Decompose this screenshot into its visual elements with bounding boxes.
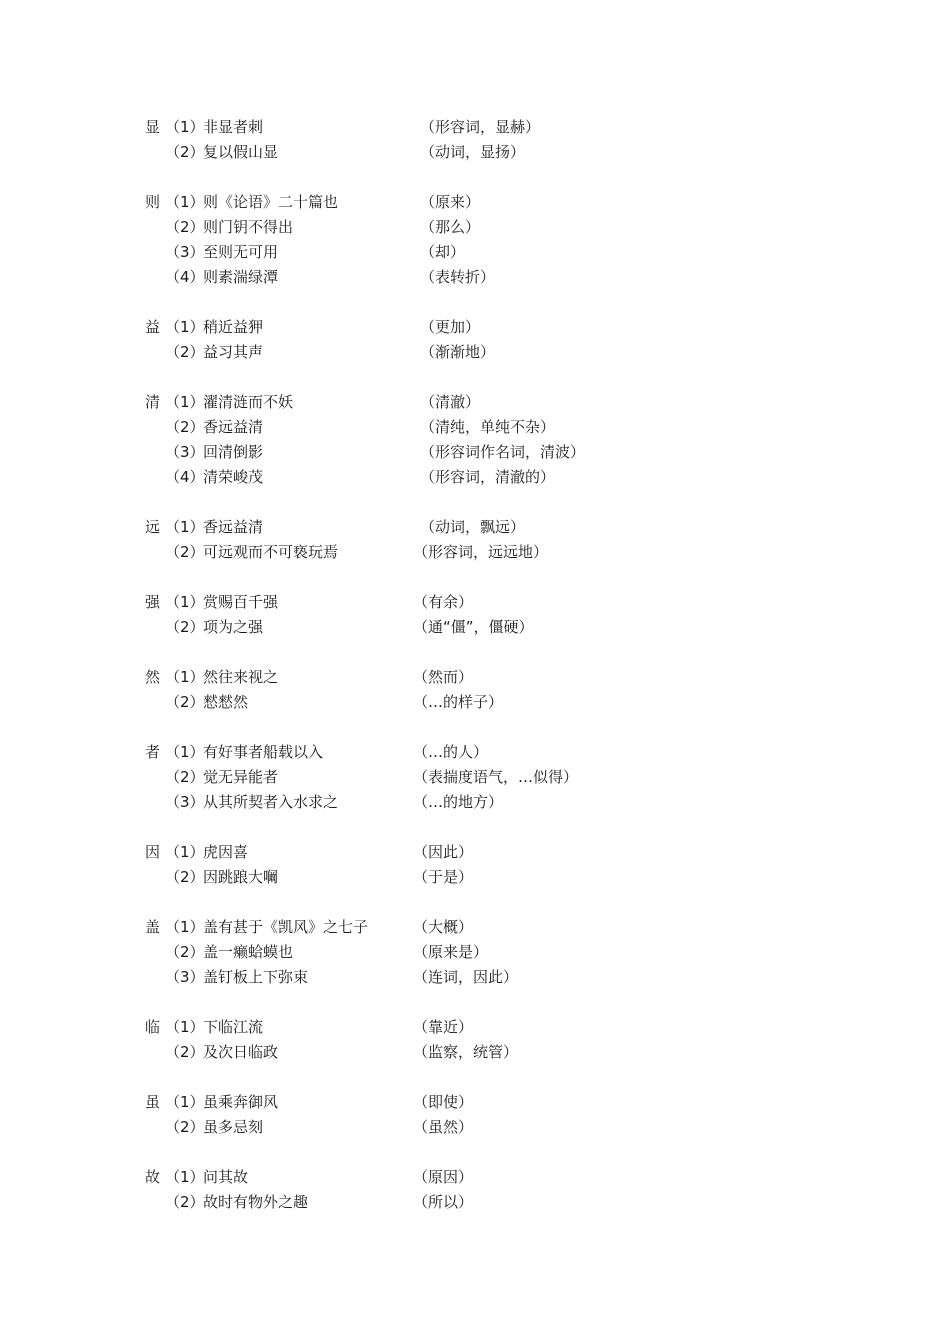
entry-line — [145, 540, 845, 565]
entry-line — [145, 1165, 845, 1190]
headword-char: 故 — [145, 1168, 161, 1186]
meaning-gloss: （靠近） — [413, 1018, 474, 1036]
headword-char: 者 — [145, 743, 161, 761]
meaning-gloss: （因此） — [413, 843, 474, 861]
item-number: （2） — [165, 418, 205, 436]
headword-char: 则 — [145, 193, 161, 211]
item-number: （3） — [165, 243, 205, 261]
example-sentence: 香远益清 — [203, 518, 264, 536]
item-number: （2） — [165, 218, 205, 236]
headword-char: 临 — [145, 1018, 161, 1036]
item-number: （2） — [165, 343, 205, 361]
item-number: （1） — [165, 393, 205, 411]
meaning-gloss: （清澈） — [420, 393, 481, 411]
entry-line — [145, 840, 845, 865]
example-sentence: 则门钥不得出 — [203, 218, 294, 236]
example-sentence: 可远观而不可亵玩焉 — [203, 543, 339, 561]
example-sentence: 然往来视之 — [203, 668, 279, 686]
item-number: （4） — [165, 468, 205, 486]
entry-line — [145, 440, 845, 465]
item-number: （3） — [165, 968, 205, 986]
item-number: （1） — [165, 118, 205, 136]
example-sentence: 则《论语》二十篇也 — [203, 193, 339, 211]
item-number: （1） — [165, 1093, 205, 1111]
meaning-gloss: （原来是） — [413, 943, 489, 961]
meaning-gloss: （动词，飘远） — [420, 518, 526, 536]
example-sentence: 觉无异能者 — [203, 768, 279, 786]
meaning-gloss: （却） — [420, 243, 466, 261]
example-sentence: 虽乘奔御风 — [203, 1093, 279, 1111]
entry-line — [145, 190, 845, 215]
example-sentence: 憖憖然 — [203, 693, 249, 711]
meaning-gloss: （更加） — [420, 318, 481, 336]
item-number: （2） — [165, 1193, 205, 1211]
vocabulary-list — [145, 115, 845, 1240]
entry-line — [145, 115, 845, 140]
example-sentence: 盖一癞蛤蟆也 — [203, 943, 294, 961]
meaning-gloss: （形容词，显赫） — [420, 118, 541, 136]
item-number: （2） — [165, 543, 205, 561]
item-number: （3） — [165, 793, 205, 811]
entry-line — [145, 515, 845, 540]
item-number: （1） — [165, 1168, 205, 1186]
meaning-gloss: （清纯，单纯不杂） — [420, 418, 556, 436]
meaning-gloss: （监察，统管） — [413, 1043, 519, 1061]
meaning-gloss: （然而） — [413, 668, 474, 686]
example-sentence: 从其所契者入水求之 — [203, 793, 339, 811]
entry-group — [145, 915, 845, 990]
entry-line — [145, 915, 845, 940]
headword-char: 清 — [145, 393, 161, 411]
entry-line — [145, 340, 845, 365]
example-sentence: 稍近益狎 — [203, 318, 264, 336]
example-sentence: 项为之强 — [203, 618, 264, 636]
entry-group — [145, 590, 845, 640]
headword-char: 强 — [145, 593, 161, 611]
meaning-gloss: （原来） — [420, 193, 481, 211]
entry-line — [145, 740, 845, 765]
entry-line — [145, 765, 845, 790]
entry-group — [145, 740, 845, 815]
meaning-gloss: （于是） — [413, 868, 474, 886]
example-sentence: 问其故 — [203, 1168, 249, 1186]
entry-line — [145, 940, 845, 965]
item-number: （2） — [165, 1043, 205, 1061]
meaning-gloss: （…的人） — [413, 743, 489, 761]
item-number: （1） — [165, 743, 205, 761]
meaning-gloss: （…的样子） — [413, 693, 504, 711]
meaning-gloss: （有余） — [413, 593, 474, 611]
example-sentence: 清荣峻茂 — [203, 468, 264, 486]
meaning-gloss: （所以） — [413, 1193, 474, 1211]
meaning-gloss: （大概） — [413, 918, 474, 936]
meaning-gloss: （虽然） — [413, 1118, 474, 1136]
example-sentence: 因跳踉大㘎 — [203, 868, 279, 886]
item-number: （2） — [165, 1118, 205, 1136]
entry-line — [145, 390, 845, 415]
item-number: （4） — [165, 268, 205, 286]
entry-line — [145, 665, 845, 690]
entry-line — [145, 865, 845, 890]
entry-line — [145, 790, 845, 815]
headword-char: 然 — [145, 668, 161, 686]
entry-group — [145, 1015, 845, 1065]
item-number: （2） — [165, 693, 205, 711]
meaning-gloss: （形容词，清澈的） — [420, 468, 556, 486]
example-sentence: 至则无可用 — [203, 243, 279, 261]
entry-group — [145, 840, 845, 890]
example-sentence: 则素湍绿潭 — [203, 268, 279, 286]
example-sentence: 濯清涟而不妖 — [203, 393, 294, 411]
headword-char: 益 — [145, 318, 161, 336]
item-number: （2） — [165, 868, 205, 886]
item-number: （2） — [165, 768, 205, 786]
meaning-gloss: （渐渐地） — [420, 343, 496, 361]
example-sentence: 复以假山显 — [203, 143, 279, 161]
entry-line — [145, 215, 845, 240]
item-number: （1） — [165, 1018, 205, 1036]
entry-line — [145, 690, 845, 715]
item-number: （2） — [165, 143, 205, 161]
entry-line — [145, 240, 845, 265]
entry-line — [145, 1090, 845, 1115]
entry-line — [145, 615, 845, 640]
example-sentence: 非显者刺 — [203, 118, 264, 136]
entry-line — [145, 315, 845, 340]
entry-line — [145, 1190, 845, 1215]
example-sentence: 故时有物外之趣 — [203, 1193, 309, 1211]
item-number: （2） — [165, 943, 205, 961]
item-number: （1） — [165, 668, 205, 686]
meaning-gloss: （通“僵”，僵硬） — [413, 618, 534, 636]
entry-group — [145, 515, 845, 565]
headword-char: 盖 — [145, 918, 161, 936]
meaning-gloss: （形容词，远远地） — [413, 543, 549, 561]
item-number: （1） — [165, 593, 205, 611]
meaning-gloss: （原因） — [413, 1168, 474, 1186]
meaning-gloss: （表揣度语气，…似得） — [413, 768, 579, 786]
headword-char: 显 — [145, 118, 161, 136]
item-number: （1） — [165, 193, 205, 211]
entry-line — [145, 415, 845, 440]
entry-line — [145, 140, 845, 165]
example-sentence: 回清倒影 — [203, 443, 264, 461]
item-number: （1） — [165, 518, 205, 536]
headword-char: 虽 — [145, 1093, 161, 1111]
item-number: （3） — [165, 443, 205, 461]
example-sentence: 盖有甚于《凯风》之七子 — [203, 918, 369, 936]
item-number: （1） — [165, 918, 205, 936]
entry-group — [145, 1090, 845, 1140]
example-sentence: 益习其声 — [203, 343, 264, 361]
meaning-gloss: （动词，显扬） — [420, 143, 526, 161]
example-sentence: 及次日临政 — [203, 1043, 279, 1061]
example-sentence: 有好事者船载以入 — [203, 743, 324, 761]
entry-group — [145, 665, 845, 715]
entry-group — [145, 390, 845, 490]
item-number: （2） — [165, 618, 205, 636]
entry-line — [145, 965, 845, 990]
entry-group — [145, 115, 845, 165]
entry-line — [145, 465, 845, 490]
entry-line — [145, 265, 845, 290]
entry-line — [145, 590, 845, 615]
example-sentence: 赏赐百千强 — [203, 593, 279, 611]
entry-line — [145, 1015, 845, 1040]
entry-group — [145, 315, 845, 365]
entry-group — [145, 1165, 845, 1215]
meaning-gloss: （…的地方） — [413, 793, 504, 811]
example-sentence: 虎因喜 — [203, 843, 249, 861]
item-number: （1） — [165, 318, 205, 336]
meaning-gloss: （连词，因此） — [413, 968, 519, 986]
entry-line — [145, 1115, 845, 1140]
entry-line — [145, 1040, 845, 1065]
item-number: （1） — [165, 843, 205, 861]
meaning-gloss: （即使） — [413, 1093, 474, 1111]
headword-char: 因 — [145, 843, 161, 861]
example-sentence: 虽多忌刻 — [203, 1118, 264, 1136]
example-sentence: 下临江流 — [203, 1018, 264, 1036]
meaning-gloss: （那么） — [420, 218, 481, 236]
headword-char: 远 — [145, 518, 161, 536]
example-sentence: 盖钉板上下弥束 — [203, 968, 309, 986]
example-sentence: 香远益清 — [203, 418, 264, 436]
meaning-gloss: （形容词作名词，清波） — [420, 443, 586, 461]
entry-group — [145, 190, 845, 290]
meaning-gloss: （表转折） — [420, 268, 496, 286]
